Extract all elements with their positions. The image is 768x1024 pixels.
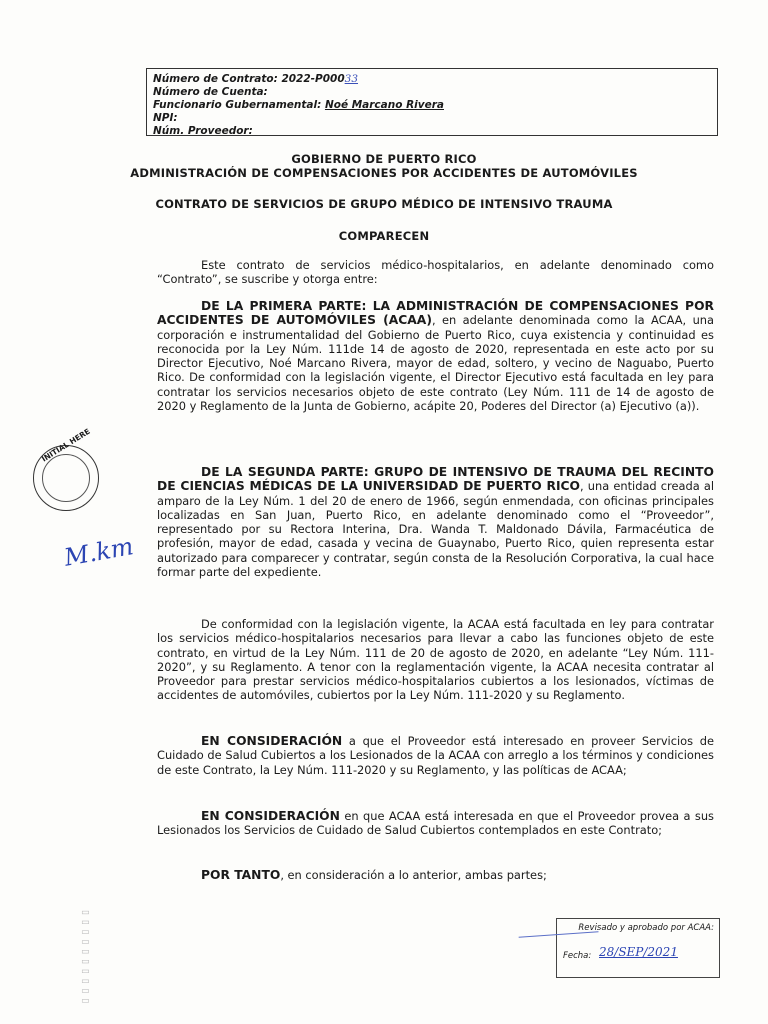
paragraph-second-party — [157, 465, 714, 579]
therefore-bold: POR TANTO — [201, 868, 281, 882]
heading-government: GOBIERNO DE PUERTO RICO — [291, 152, 477, 166]
paragraph-therefore — [157, 868, 714, 882]
npi-row — [153, 112, 711, 125]
review-date-value: 28/SEP/2021 — [599, 945, 678, 959]
paragraph-first-party — [157, 299, 714, 413]
heading-comparecen: COMPARECEN — [338, 229, 430, 243]
consideration-2-text: en que ACAA está interesada en que el Proveedor provea a sus Lesionados los Servicios de Cuidado de Salud Cubiertos contemplados en este Contrato; — [157, 809, 714, 838]
account-number-row — [153, 86, 711, 99]
official-label: Funcionario Gubernamental: — [153, 99, 322, 111]
consideration-1-text: a que el Proveedor está interesado en proveer Servicios de Cuidado de Salud Cubiertos a los Lesionados de la ACAA con arreglo a los términos y condiciones de este Contrato, la Ley Núm. 111-2020 y su Reglamento, y las políticas de ACAA; — [157, 734, 714, 777]
provider-number-label: Núm. Proveedor: — [153, 125, 253, 137]
official-name: Noé Marcano Rivera — [324, 99, 444, 111]
provider-number-row — [153, 125, 711, 138]
contract-number-handwritten: 33 — [344, 73, 359, 85]
heading-contract-title: CONTRATO DE SERVICIOS DE GRUPO MÉDICO DE INTENSIVO TRAUMA — [155, 197, 613, 211]
account-number-label: Número de Cuenta: — [153, 86, 268, 98]
handwritten-initials: M.km — [62, 532, 136, 572]
consideration-2-bold: EN CONSIDERACIÓN — [201, 809, 340, 823]
contract-info-box — [146, 68, 718, 136]
first-party-text: , en adelante denominada como la ACAA, una corporación e instrumentalidad del Gobierno de Puerto Rico, cuya existencia y continuidad es reconocida por la Ley Núm. 111de 14 de agosto de 2020, representada en este acto por su Director Ejecutivo, Noé Marcano Rivera, mayor de edad, soltero, y vecino de Naguabo, Puerto Rico. De conformidad con la legislación vigente, el Director Ejecutivo está facultada en ley para contratar los servicios necesarios objeto de este contrato (Ley Núm. 111 de 14 de agosto de 2020 y Reglamento de la Junta de Gobierno, acápite 20, Poderes del Director (a) Ejecutivo (a)). — [157, 313, 714, 414]
therefore-text: , en consideración a lo anterior, ambas partes; — [280, 868, 547, 882]
contract-number-row — [153, 73, 711, 86]
contract-number-label: Número de Contrato: — [153, 73, 278, 85]
legal-basis-text: De conformidad con la legislación vigente, la ACAA está facultada en ley para contratar los servicios médico-hospitalarios necesarios para llevar a cabo las funciones objeto de este contrato, en virtud de la Ley Núm. 111 de 20 de agosto de 2020, en adelante “Ley Núm. 111-2020”, y su Reglamento. A tenor con la reglamentación vigente, la ACAA necesita contratar al Proveedor para prestar servicios médico-hospitalarios cubiertos a los lesionados, víctimas de accidentes de automóviles, cubiertos por la Ley Núm. 111-2020 y su Reglamento. — [157, 617, 714, 703]
heading-agency: ADMINISTRACIÓN DE COMPENSACIONES POR ACCIDENTES DE AUTOMÓVILES — [130, 166, 638, 180]
stamp-inner-ring — [42, 454, 90, 502]
stamp-text: INITIAL HERE — [40, 426, 92, 464]
review-label: Revisado y aprobado por ACAA: — [578, 923, 714, 933]
second-party-bold: DE LA SEGUNDA PARTE: GRUPO DE INTENSIVO DE TRAUMA DEL RECINTO DE CIENCIAS MÉDICAS DE LA UNIVERSIDAD DE PUERTO RICO — [157, 465, 714, 494]
review-signature-stroke — [519, 931, 600, 950]
side-received-stamp: ▯ ▯ ▯ ▯ ▯ ▯ ▯ ▯ ▯ ▯ — [80, 910, 90, 1005]
initial-here-stamp — [33, 426, 99, 511]
paragraph-intro — [157, 258, 714, 287]
consideration-1-bold: EN CONSIDERACIÓN — [201, 734, 343, 748]
paragraph-intro-text: Este contrato de servicios médico-hospitalarios, en adelante denominado como “Contrato”, se suscribe y otorga entre: — [157, 258, 714, 287]
paragraph-consideration-1 — [157, 734, 714, 777]
npi-label: NPI: — [153, 112, 178, 124]
second-party-text: , una entidad creada al amparo de la Ley Núm. 1 del 20 de enero de 1966, según enmendada, con oficinas principales localizadas en San Juan, Puerto Rico, en adelante denominado como el “Proveedor”, representado por su Rectora Interina, Dra. Wanda T. Maldonado Dávila, Farmacéutica de profesión, mayor de edad, casada y vecina de Guaynabo, Puerto Rico, quien representa estar autorizado para comparecer y contratar, según consta de la Resolución Corporativa, la cual hace formar parte del expediente. — [157, 479, 714, 580]
contract-number-prefix: 2022-P000 — [281, 73, 345, 85]
paragraph-legal-basis — [157, 617, 714, 703]
paragraph-consideration-2 — [157, 809, 714, 838]
review-approval-box — [556, 918, 720, 978]
review-date-label: Fecha: — [563, 951, 592, 961]
official-row — [153, 99, 711, 112]
first-party-bold: DE LA PRIMERA PARTE: LA ADMINISTRACIÓN DE COMPENSACIONES POR ACCIDENTES DE AUTOMÓVILES (ACAA) — [157, 299, 714, 328]
